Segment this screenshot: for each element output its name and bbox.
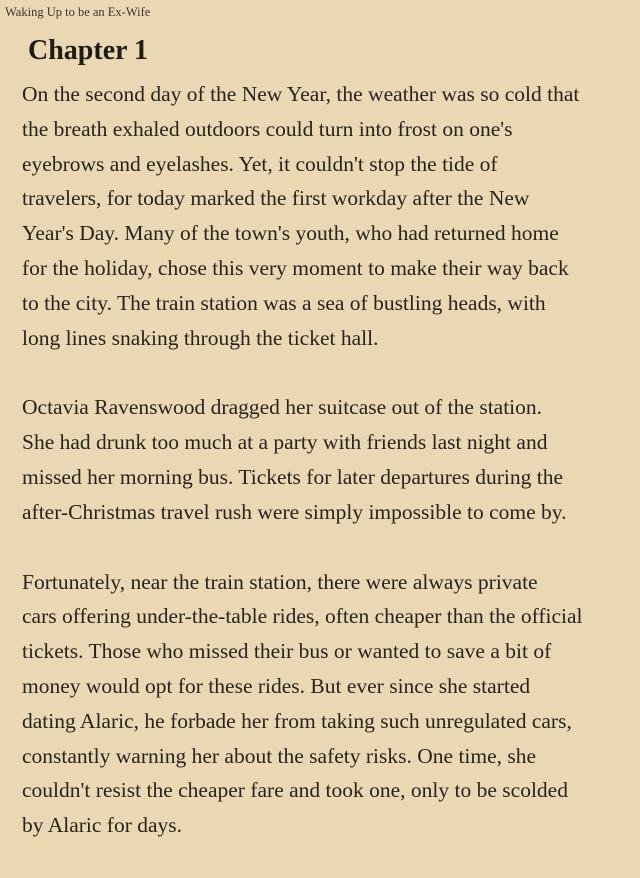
text-line: Fortunately, near the train station, there were always private: [22, 569, 538, 594]
text-line: tickets. Those who missed their bus or wanted to save a bit of: [22, 639, 552, 664]
book-title-header: Waking Up to be an Ex-Wife: [5, 5, 151, 19]
text-line: On the second day of the New Year, the weather was so cold that: [22, 82, 580, 106]
text-line: couldn't resist the cheaper fare and took one, only to be scolded: [22, 778, 568, 803]
paragraph: [22, 77, 637, 355]
text-line: eyebrows and eyelashes. Yet, it couldn't stop the tide of: [22, 151, 498, 176]
text-line: travelers, for today marked the first workday after the New: [22, 186, 530, 211]
text-line: cars offering under-the-table rides, often cheaper than the official: [22, 604, 583, 629]
chapter-title: Chapter 1: [28, 35, 149, 66]
text-line: to the city. The train station was a sea of bustling heads, with: [22, 290, 546, 315]
paragraph: [22, 565, 637, 843]
chapter-body: [22, 77, 637, 878]
text-line: missed her morning bus. Tickets for later departures during the: [22, 464, 563, 489]
text-line: by Alaric for days.: [22, 813, 183, 838]
paragraph: [22, 390, 637, 529]
text-line: long lines snaking through the ticket hall.: [22, 325, 379, 350]
text-line: the breath exhaled outdoors could turn into frost on one's: [22, 116, 513, 141]
text-line: money would opt for these rides. But ever since she started: [22, 673, 531, 698]
text-line: after-Christmas travel rush were simply impossible to come by.: [22, 499, 567, 524]
text-line: for the holiday, chose this very moment to make their way back: [22, 255, 569, 280]
text-line: Octavia Ravenswood dragged her suitcase out of the station.: [22, 395, 543, 420]
text-line: She had drunk too much at a party with friends last night and: [22, 430, 548, 455]
text-line: Year's Day. Many of the town's youth, who had returned home: [22, 221, 559, 246]
text-line: constantly warning her about the safety risks. One time, she: [22, 743, 537, 768]
text-line: dating Alaric, he forbade her from taking such unregulated cars,: [22, 708, 572, 733]
